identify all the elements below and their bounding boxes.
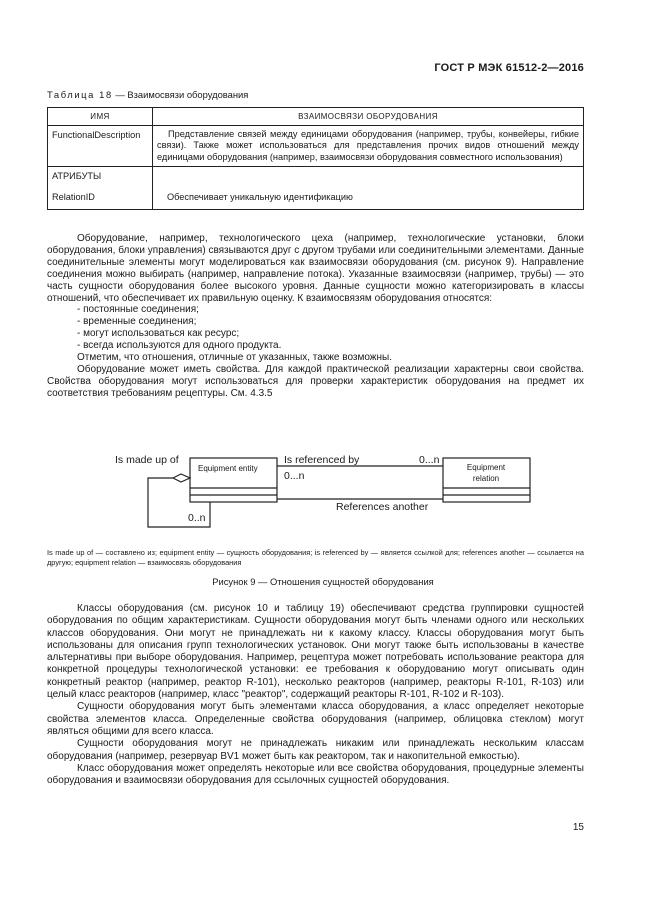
paragraph: Отметим, что отношения, отличные от указанных, также возможны. (77, 352, 392, 364)
list-item: - временные соединения; (77, 316, 197, 328)
document-header: ГОСТ Р МЭК 61512-2—2016 (434, 62, 584, 74)
attributes-label: АТРИБУТЫ (52, 170, 102, 181)
table-caption (47, 89, 248, 100)
list-item: - всегда используются для одного продукта. (77, 340, 282, 352)
body-text-bottom (47, 603, 584, 787)
row-description: Представление связей между единицами оборудования (например, трубы, конвейеры, гибкие связи). Также может использоваться для представления прочих видов отношений между единицами оборудования (например, взаимосвязи оборудования совместного использования) (157, 129, 579, 162)
label-equipment-relation-2: relation (472, 474, 500, 483)
label-references-another: References another (336, 501, 429, 513)
col-name-header: ИМЯ (48, 108, 153, 126)
body-text-top (47, 233, 584, 400)
table-row (48, 126, 584, 167)
attribute-description: Обеспечивает уникальную идентификацию (167, 191, 353, 202)
label-is-referenced-by: Is referenced by (284, 454, 360, 466)
label-equipment-entity: Equipment entity (198, 464, 258, 473)
figure-caption: Рисунок 9 — Отношения сущностей оборудования (212, 576, 434, 587)
attribute-name: RelationID (52, 191, 95, 202)
list-item: - могут использоваться как ресурс; (77, 328, 240, 340)
label-equipment-relation-1: Equipment (466, 463, 506, 472)
row-name: FunctionalDescription (52, 130, 141, 140)
page-number: 15 (572, 822, 584, 833)
paragraph: Оборудование может иметь свойства. Для каждой практической реализации характерны свои свойства. Свойства оборудования могут использоваться для проверки характеристик оборудования на предмет их соответствия требованиям рецептуры. См. 4.3.5 (47, 363, 584, 399)
table-cell (153, 126, 584, 167)
table-caption-text: — Взаимосвязи оборудования (112, 89, 249, 100)
mult-mid: 0...n (284, 470, 305, 482)
figure-legend: Is made up of — составлено из; equipment entity — сущность оборудования; is referenced by — является ссылкой для; references another — ссылается на другую; equipment relation — взаимосвязь оборудования (47, 548, 584, 567)
uml-diagram (0, 440, 646, 540)
list-item: - постоянные соединения; (77, 304, 199, 316)
relations-table (47, 107, 584, 210)
table-cell (48, 126, 153, 167)
table-row (48, 166, 584, 209)
paragraph: Сущности оборудования могут не принадлежать никаким или принадлежать нескольким классам оборудования (например, резервуар BV1 может быть как реактором, так и накопительной емкостью). (47, 738, 584, 762)
table-caption-prefix: Таблица 18 (47, 89, 113, 100)
table-header-row (48, 108, 584, 126)
paragraph: Класс оборудования может определять некоторые или все свойства оборудования, процедурные элементы оборудования и взаимосвязи оборудования для ссылочных сущностей оборудования. (47, 762, 584, 787)
paragraph: Оборудование, например, технологического цеха (например, технологические установки, блоки оборудования, блоки управления) связываются друг с другом трубами или соединительными элементами. Данные соединительные элементы могут моделироваться как взаимосвязи оборудования (см. рисунок 9). Направление соединения можно выбирать (например, направление потока). Указанные взаимосвязи (например, трубы) — это часть сущности оборудования более высокого уровня. Данные сущности можно категоризировать в классы отношений, что обеспечивает их правильную оценку. К взаимосвязям оборудования относятся: (47, 233, 584, 304)
paragraph: Классы оборудования (см. рисунок 10 и таблицу 19) обеспечивают средства группировки сущностей оборудования по общим характеристикам. Сущности оборудования могут быть членами одного или нескольких классов оборудования. Они могут не принадлежать ни к какому классу. Классы оборудования могут быть использованы для описания групп технологических установок. Они могут также быть использованы в качестве альтернативы при выборе оборудования. Например, рецептура может потребовать использование реактора для конкретной процедуры технологической установки: ее требования к оборудованию могут описывать один конкретный реактор (например, реактор R-101), несколько реакторов (например, реакторы R-101, R-103) или целый класс реакторов (например, класс "реактор", содержащий реакторы R-101, R-102 и R-103). (47, 603, 584, 701)
table-cell (48, 166, 153, 209)
aggregation-diamond-icon (173, 474, 190, 482)
mult-right: 0...n (419, 454, 440, 466)
table-cell (153, 166, 584, 209)
col-relations-header: ВЗАИМОСВЯЗИ ОБОРУДОВАНИЯ (153, 108, 584, 126)
paragraph: Сущности оборудования могут быть элементами класса оборудования, а класс определяет некоторые свойства элементов класса. Определенные свойства оборудования (например, облицовка стеклом) могут являться общими для всего класса. (47, 701, 584, 737)
label-is-made-up-of: Is made up of (115, 454, 179, 466)
mult-bottom: 0..n (188, 512, 206, 524)
